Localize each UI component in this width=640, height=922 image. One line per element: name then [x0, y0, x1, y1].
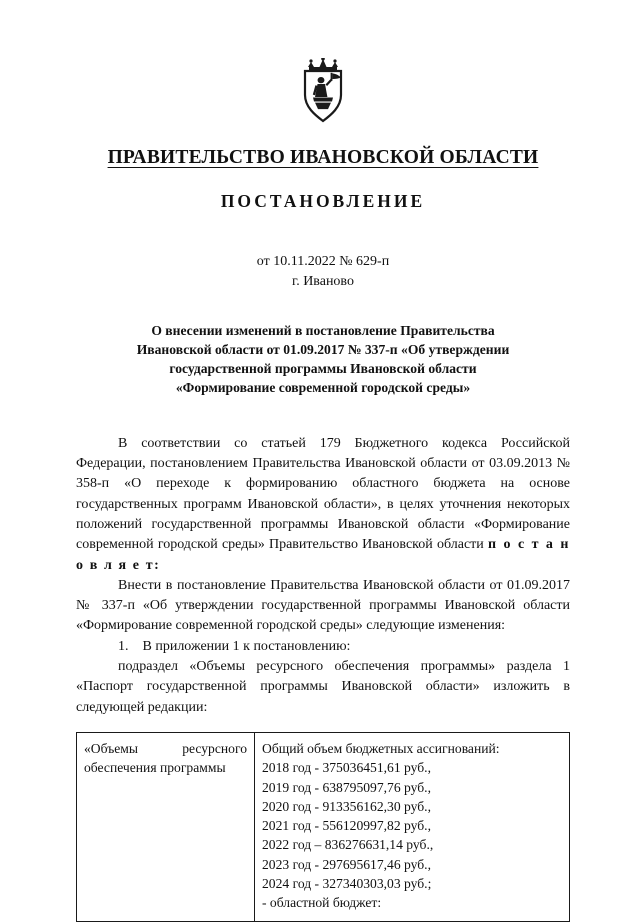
- table-value-line: 2024 год - 327340303,03 руб.;: [262, 876, 432, 892]
- document-date-number: от 10.11.2022 № 629-п: [256, 254, 390, 269]
- table-value-line: - областной бюджет:: [262, 895, 382, 911]
- paragraph-4: подраздел «Объемы ресурсного обеспечения программы» раздела 1 «Паспорт государственной программы Ивановской области» изложить в следующей редакции:: [76, 659, 570, 715]
- table-cell-label: «Объемы ресурсного обеспечения программы: [77, 732, 255, 921]
- document-type-heading: ПОСТАНОВЛЕНИЕ: [220, 191, 426, 211]
- page-title: ПРАВИТЕЛЬСТВО ИВАНОВСКОЙ ОБЛАСТИ: [107, 147, 539, 168]
- paragraph-2: Внести в постановление Правительства Ивановской области от 01.09.2017 № 337-п «Об утверждении государственной программы Ивановской области «Формирование современной городской среды» следующие изменения:: [76, 577, 570, 634]
- document-subject: О внесении изменений в постановление Правительства Ивановской области от 01.09.2017 № 337-п «Об утверждении государственной программы Ивановской области «Формирование современной городской среды»: [136, 322, 510, 396]
- table-cell-values: [255, 732, 570, 921]
- table-value-line: 2021 год - 556120997,82 руб.,: [262, 818, 431, 834]
- paragraph-3: 1. В приложении 1 к постановлению:: [118, 638, 351, 654]
- emblem-container: [76, 58, 570, 129]
- paragraph-1-decree-word: п о с т а н о в л я е т:: [76, 537, 570, 573]
- table-value-line: 2018 год - 375036451,61 руб.,: [262, 760, 431, 776]
- table-row: [77, 732, 570, 921]
- table-value-line: 2020 год - 913356162,30 руб.,: [262, 798, 431, 814]
- table-value-line: Общий объем бюджетных ассигнований:: [262, 740, 500, 756]
- paragraph-1-text: В соответствии со статьей 179 Бюджетного кодекса Российской Федерации, постановлением Правительства Ивановской области от 03.09.2013 № 358-п «О переходе к формированию областного бюджета на основе государственных программ Ивановской области», в целях уточнения некоторых положений государственной программы Ивановской области «Формирование современной городской среды» Правительство Ивановской области: [76, 435, 570, 553]
- paragraph-1: [76, 434, 570, 576]
- table-value-line: 2022 год – 836276631,14 руб.,: [262, 837, 434, 853]
- ivanovo-oblast-coat-of-arms-icon: [291, 58, 355, 124]
- table-value-line: 2023 год - 297695617,46 руб.,: [262, 856, 431, 872]
- resource-volumes-table: [76, 732, 570, 922]
- table-value-line: 2019 год - 638795097,76 руб.,: [262, 779, 431, 795]
- document-body: [76, 434, 570, 718]
- document-city: г. Иваново: [292, 274, 354, 290]
- document-meta: [76, 252, 570, 293]
